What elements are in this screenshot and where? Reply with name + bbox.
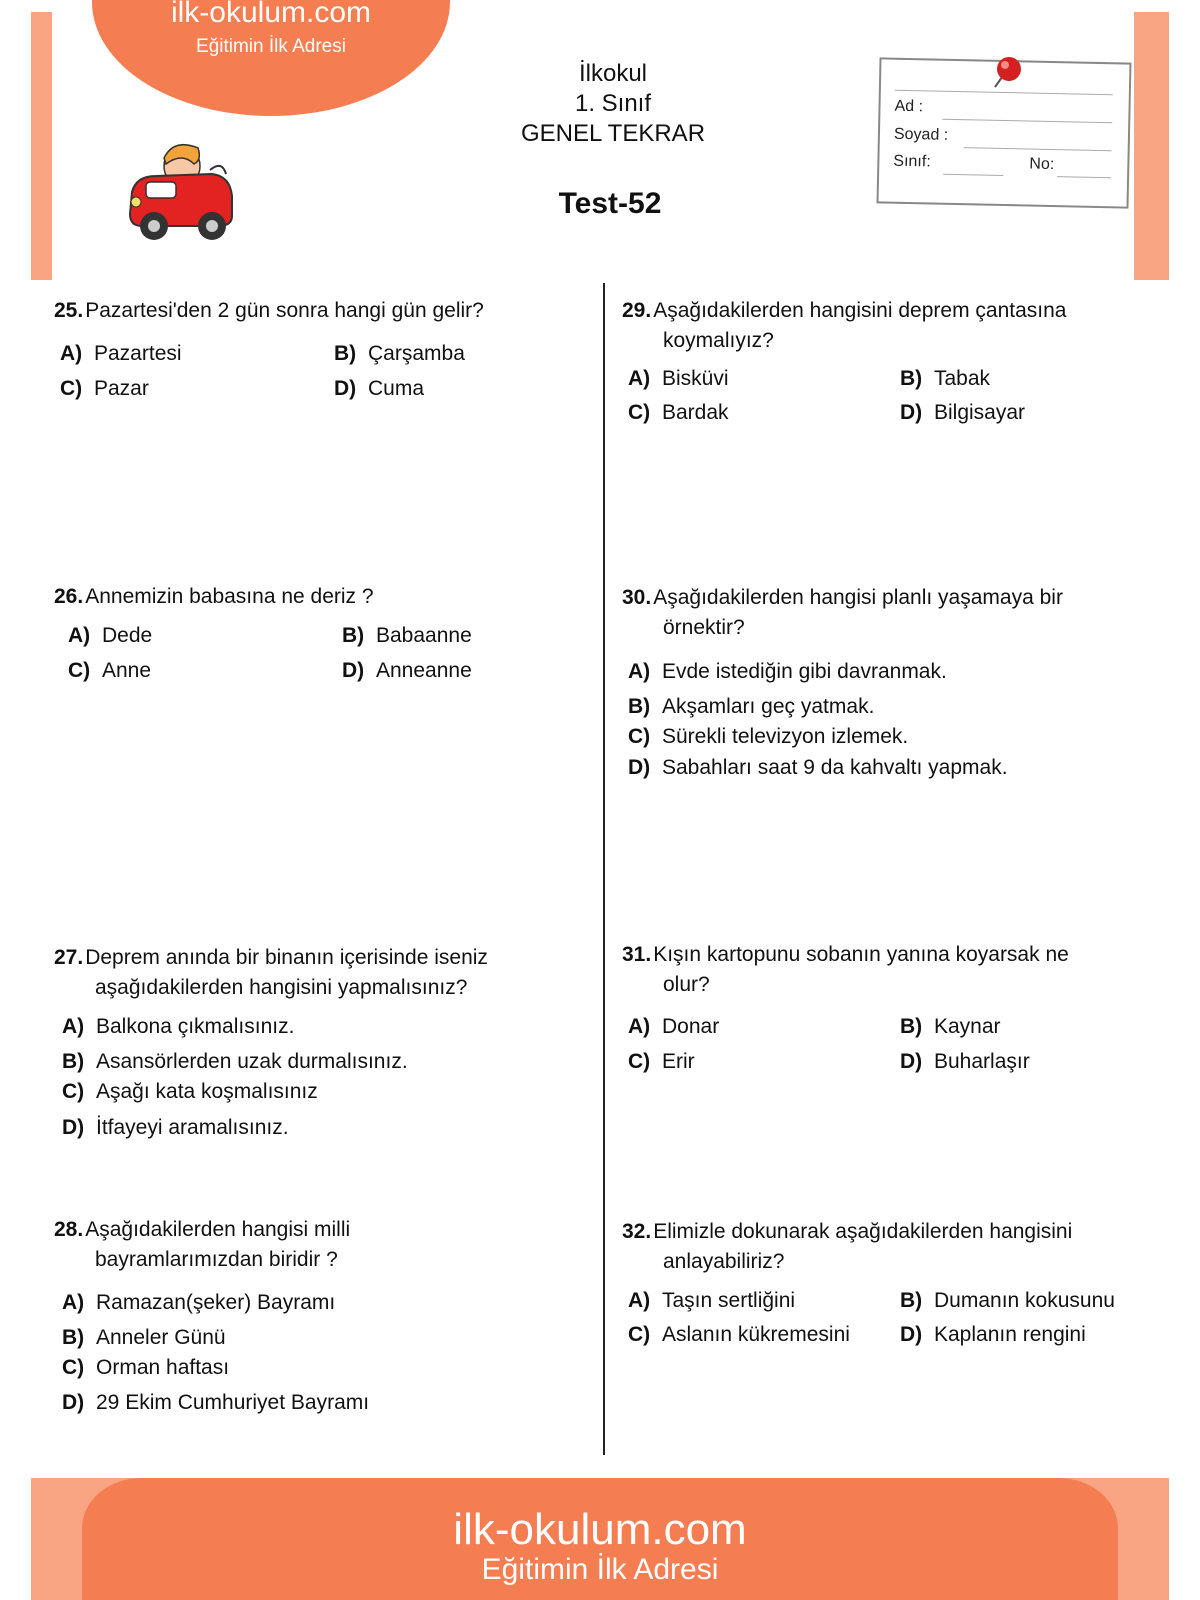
option-d[interactable] xyxy=(900,1050,1030,1074)
option-a[interactable] xyxy=(628,1015,719,1039)
car-illustration xyxy=(126,130,236,248)
option-text: Taşın sertliğini xyxy=(662,1289,796,1312)
option-c[interactable] xyxy=(628,725,908,749)
test-title: Test-52 xyxy=(558,187,662,220)
question-27 xyxy=(54,943,594,1003)
number-label: No: xyxy=(1029,155,1055,174)
school-level: İlkokul xyxy=(578,60,648,87)
option-a[interactable] xyxy=(628,1289,795,1313)
name-label: Ad : xyxy=(894,97,924,116)
question-31 xyxy=(622,940,1182,1000)
option-d[interactable] xyxy=(900,1323,1086,1347)
option-letter: A) xyxy=(68,624,91,647)
option-letter: B) xyxy=(900,1289,923,1312)
option-text: Orman haftası xyxy=(96,1356,230,1379)
option-text: Cuma xyxy=(368,377,425,400)
option-letter: A) xyxy=(628,1289,651,1312)
question-text-line-2: anlayabiliriz? xyxy=(663,1250,785,1273)
question-text-line-2: bayramlarımızdan biridir ? xyxy=(95,1248,338,1271)
option-text: Asansörlerden uzak durmalısınız. xyxy=(96,1050,408,1073)
option-letter: D) xyxy=(900,1323,923,1346)
option-letter: A) xyxy=(628,367,651,390)
option-text: Pazar xyxy=(94,377,149,400)
option-c[interactable] xyxy=(68,659,151,683)
option-text: Anneler Günü xyxy=(96,1326,226,1349)
question-text: Kışın kartopunu sobanın yanına koyarsak ne xyxy=(653,943,1069,966)
question-number: 26. xyxy=(54,585,84,608)
option-letter: A) xyxy=(60,342,83,365)
question-number: 25. xyxy=(54,299,84,322)
option-a[interactable] xyxy=(68,624,152,648)
option-text: İtfayeyi aramalısınız. xyxy=(96,1116,289,1139)
option-letter: D) xyxy=(900,401,923,424)
option-a[interactable] xyxy=(60,342,182,366)
option-text: Akşamları geç yatmak. xyxy=(662,695,875,718)
footer-brand-name: ilk-okulum.com xyxy=(453,1505,747,1554)
option-b[interactable] xyxy=(334,342,465,366)
question-30 xyxy=(622,583,1182,643)
question-text-line-2: olur? xyxy=(663,973,710,996)
question-text: Annemizin babasına ne deriz ? xyxy=(85,585,374,608)
option-text: Balkona çıkmalısınız. xyxy=(96,1015,295,1038)
option-text: Aslanın kükremesini xyxy=(662,1323,850,1346)
option-letter: D) xyxy=(342,659,365,682)
option-text: Evde istediğin gibi davranmak. xyxy=(662,660,947,683)
question-32 xyxy=(622,1217,1182,1277)
option-letter: C) xyxy=(628,1323,651,1346)
class-label: Sınıf: xyxy=(893,152,931,171)
option-b[interactable] xyxy=(628,695,874,719)
question-25 xyxy=(54,296,594,326)
option-c[interactable] xyxy=(628,1050,695,1074)
option-b[interactable] xyxy=(342,624,472,648)
option-letter: A) xyxy=(628,660,651,683)
option-letter: B) xyxy=(900,367,923,390)
option-text: Pazartesi xyxy=(94,342,182,365)
option-a[interactable] xyxy=(628,367,729,391)
option-b[interactable] xyxy=(900,1289,1115,1313)
option-text: Bilgisayar xyxy=(934,401,1026,424)
option-letter: B) xyxy=(62,1050,85,1073)
option-d[interactable] xyxy=(62,1391,369,1415)
question-28 xyxy=(54,1215,594,1275)
subject-title: GENEL TEKRAR xyxy=(520,120,706,147)
option-c[interactable] xyxy=(60,377,149,401)
option-d[interactable] xyxy=(62,1116,289,1140)
question-text: Pazartesi'den 2 gün sonra hangi gün gelir? xyxy=(85,299,484,322)
surname-label: Soyad : xyxy=(893,125,949,144)
option-letter: C) xyxy=(62,1080,85,1103)
option-text: Çarşamba xyxy=(368,342,465,365)
option-d[interactable] xyxy=(628,756,1008,780)
option-a[interactable] xyxy=(628,660,947,684)
option-letter: A) xyxy=(628,1015,651,1038)
option-text: Anne xyxy=(102,659,152,682)
option-text: Bardak xyxy=(662,401,729,424)
option-a[interactable] xyxy=(62,1015,294,1039)
question-text-line-2: aşağıdakilerden hangisini yapmalısınız? xyxy=(95,976,468,999)
question-text: Deprem anında bir binanın içerisinde iseniz xyxy=(85,946,488,969)
option-text: Anneanne xyxy=(376,659,472,682)
question-number: 31. xyxy=(622,943,652,966)
question-text-line-2: koymalıyız? xyxy=(663,329,774,352)
question-number: 27. xyxy=(54,946,84,969)
option-text: Sabahları saat 9 da kahvaltı yapmak. xyxy=(662,756,1008,779)
option-letter: B) xyxy=(334,342,357,365)
question-26 xyxy=(54,582,594,612)
option-letter: B) xyxy=(342,624,365,647)
option-text: Ramazan(şeker) Bayramı xyxy=(96,1291,336,1314)
question-text: Aşağıdakilerden hangisi milli xyxy=(85,1218,351,1241)
option-letter: C) xyxy=(60,377,83,400)
option-d[interactable] xyxy=(334,377,424,401)
option-letter: D) xyxy=(900,1050,923,1073)
option-c[interactable] xyxy=(628,401,729,425)
option-letter: D) xyxy=(62,1391,85,1414)
option-text: Sürekli televizyon izlemek. xyxy=(662,725,909,748)
option-b[interactable] xyxy=(62,1050,408,1074)
option-d[interactable] xyxy=(342,659,472,683)
option-b[interactable] xyxy=(900,1015,1001,1039)
option-text: Donar xyxy=(662,1015,720,1038)
option-text: Dumanın kokusunu xyxy=(934,1289,1115,1312)
option-text: Buharlaşır xyxy=(934,1050,1030,1073)
question-number: 32. xyxy=(622,1220,652,1243)
option-d[interactable] xyxy=(900,401,1025,425)
option-letter: C) xyxy=(62,1356,85,1379)
question-number: 28. xyxy=(54,1218,84,1241)
question-text: Aşağıdakilerden hangisini deprem çantasına xyxy=(653,299,1067,322)
option-text: Erir xyxy=(662,1050,695,1073)
brand-badge xyxy=(86,0,456,122)
option-c[interactable] xyxy=(62,1356,229,1380)
option-letter: C) xyxy=(628,401,651,424)
option-text: Kaynar xyxy=(934,1015,1001,1038)
option-a[interactable] xyxy=(62,1291,335,1315)
option-text: Babaanne xyxy=(376,624,472,647)
option-text: 29 Ekim Cumhuriyet Bayramı xyxy=(96,1391,370,1414)
option-letter: D) xyxy=(628,756,651,779)
option-text: Aşağı kata koşmalısınız xyxy=(96,1080,318,1103)
option-letter: B) xyxy=(62,1326,85,1349)
question-text: Aşağıdakilerden hangisi planlı yaşamaya bir xyxy=(653,586,1063,609)
option-letter: C) xyxy=(68,659,91,682)
pushpin-icon xyxy=(985,55,1025,95)
brand-name: ilk-okulum.com xyxy=(170,0,372,29)
question-29 xyxy=(622,296,1182,356)
option-b[interactable] xyxy=(900,367,990,391)
option-letter: D) xyxy=(334,377,357,400)
option-text: Bisküvi xyxy=(662,367,729,390)
question-text: Elimizle dokunarak aşağıdakilerden hangisini xyxy=(653,1220,1073,1243)
column-divider xyxy=(603,283,605,1455)
option-text: Dede xyxy=(102,624,153,647)
footer-brand-slogan: Eğitimin İlk Adresi xyxy=(481,1553,719,1586)
grade-label: 1. Sınıf xyxy=(574,90,652,117)
option-text: Tabak xyxy=(934,367,991,390)
option-c[interactable] xyxy=(628,1323,850,1347)
option-letter: A) xyxy=(62,1015,85,1038)
option-letter: C) xyxy=(628,1050,651,1073)
option-b[interactable] xyxy=(62,1326,226,1350)
option-letter: B) xyxy=(900,1015,923,1038)
option-text: Kaplanın rengini xyxy=(934,1323,1086,1346)
question-number: 29. xyxy=(622,299,652,322)
question-number: 30. xyxy=(622,586,652,609)
option-letter: A) xyxy=(62,1291,85,1314)
option-c[interactable] xyxy=(62,1080,318,1104)
brand-slogan: Eğitimin İlk Adresi xyxy=(196,36,346,57)
option-letter: B) xyxy=(628,695,651,718)
question-text-line-2: örnektir? xyxy=(663,616,745,639)
option-letter: C) xyxy=(628,725,651,748)
option-letter: D) xyxy=(62,1116,85,1139)
